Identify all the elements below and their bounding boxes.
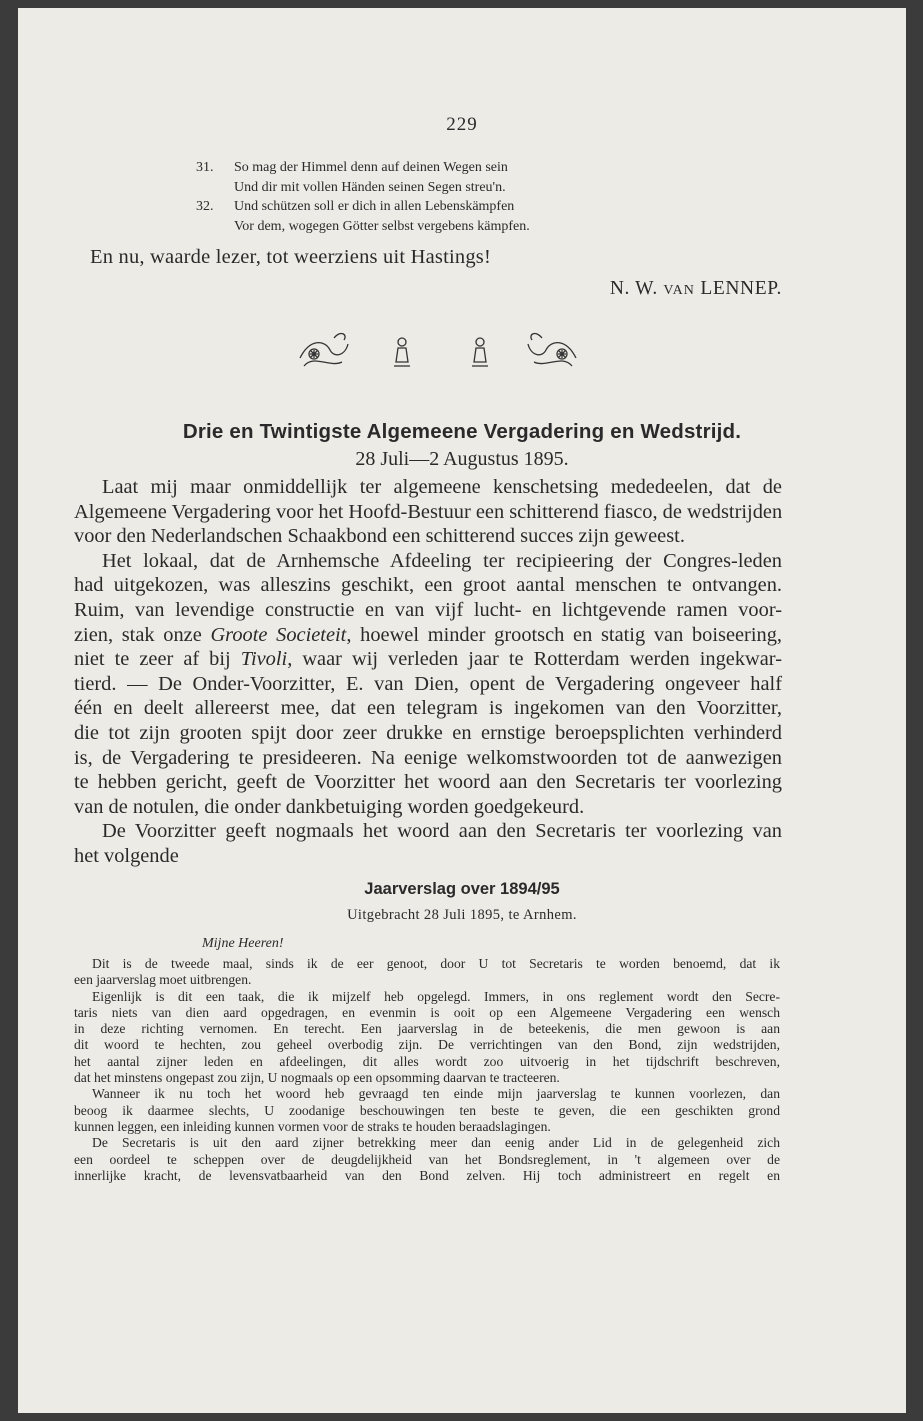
text-line: tierd. — De Onder-Voorzitter, E. van Dien, opent de Vergadering ongeveer half	[74, 672, 782, 695]
chess-pawn-icon	[394, 338, 410, 366]
text-line: van de notulen, die onder dankbetuiging worden goedgekeurd.	[74, 795, 585, 818]
text-line: Ruim, van levendige constructie en van vijf lucht- en lichtgevende ramen voor-	[74, 598, 782, 621]
text-line: het aantal zijner leden en afdeelingen, dit alles wordt zoo uitvoerig in het tijdschrift beschreven,	[74, 1053, 780, 1069]
author-signature	[610, 278, 782, 300]
text-line: zien, stak onze Groote Societeit, hoewel minder grootsch en statig van boiseering,	[74, 623, 782, 646]
right-flourish-icon	[528, 334, 576, 366]
text-line: Wanneer ik nu toch het woord heb gevraagd ten einde mijn jaarverslag te kunnen voorlezen, dan	[92, 1086, 780, 1102]
text-line: een jaarverslag moet uitbrengen.	[74, 972, 252, 988]
text-line: dit woord te hechten, zou geheel overbodig zijn. De verrichtingen van den Bond, zijn wedstrijden,	[74, 1037, 780, 1053]
left-flourish-icon	[300, 334, 348, 366]
poem-block	[196, 158, 656, 236]
signature-prefix: VAN	[663, 283, 695, 298]
text-line: Laat mij maar onmiddellijk ter algemeene kenschetsing mededeelen, dat de	[102, 476, 782, 498]
text-line: innerlijke kracht, de levensvatbaarheid van den Bond zelven. Hij toch administreert en regelt en	[74, 1167, 780, 1183]
chess-ornament	[290, 328, 586, 374]
text-line: Het lokaal, dat de Arnhemsche Afdeeling ter recipieering der Congres-leden	[102, 549, 782, 572]
section-title: Drie en Twintigste Algemeene Vergadering en Wedstrijd.	[182, 420, 742, 443]
verse-text: Und schützen soll er dich in allen Lebenskämpfen	[234, 199, 515, 215]
verse-text: So mag der Himmel denn auf deinen Wegen sein	[234, 160, 508, 175]
report-text	[74, 956, 780, 1184]
text-line: het volgende	[74, 844, 179, 867]
chess-pawn-icon	[472, 338, 488, 366]
text-line: dat het minstens ongepast zou zijn, U nogmaals op een opsomming daarvan te tracteeren.	[74, 1070, 560, 1086]
signature-surname: LENNEP.	[700, 278, 782, 299]
text-line: niet te zeer af bij Tivoli, waar wij verleden jaar te Rotterdam werden ingekwar-	[74, 648, 782, 671]
text-line: is, de Vergadering te presideeren. Na eenige welkomstwoorden tot de aanwezigen	[74, 746, 782, 769]
text-line: kunnen leggen, een inleiding kunnen vormen voor de straks te houden beraadslagingen.	[74, 1118, 551, 1134]
text-line: Algemeene Vergadering voor het Hoofd-Bestuur een schitterend fiasco, de wedstrijden	[74, 500, 783, 523]
book-page	[18, 8, 906, 1413]
text-line: één en deelt allereerst mee, dat een telegram is ingekomen van den Voorzitter,	[74, 697, 782, 720]
text-line: die tot zijn grooten spijt door zeer drukke en ernstige beroepsplichten verhinderd	[74, 721, 782, 744]
text-line: beoog ik daarmee slechts, U zoodanige beschouwingen ten beste te geven, die een geschikten grond	[74, 1102, 780, 1118]
text-line: een oordeel te scheppen over de deugdelijkheid van het Bondsreglement, in 't algemeen over de	[74, 1151, 780, 1167]
poem-line	[196, 178, 656, 198]
report-subtitle: Uitgebracht 28 Juli 1895, te Arnhem.	[347, 907, 577, 923]
verse-text: Und dir mit vollen Händen seinen Segen streu'n.	[234, 179, 506, 195]
text-line: voor den Nederlandschen Schaakbond een schitterend succes zijn geweest.	[74, 525, 685, 548]
section-dateline: 28 Juli—2 Augustus 1895.	[355, 448, 569, 470]
text-line: in deze richting vernomen. En terecht. Een jaarverslag in de beteekenis, die men gewoon is aan	[74, 1021, 780, 1037]
text-line: Eigenlijk is dit een taak, die ik mijzelf heb opgelegd. Immers, in ons reglement wordt den Secre-	[92, 988, 780, 1004]
poem-line	[196, 217, 656, 237]
text-line: Dit is de tweede maal, sinds ik de eer genoot, door U tot Secretaris te worden benoemd, dat ik	[92, 956, 780, 971]
text-line: te hebben gericht, geeft de Voorzitter het woord aan den Secretaris ter voorlezing	[74, 771, 782, 794]
poem-line	[196, 197, 656, 217]
page-number: 229	[446, 114, 478, 135]
verse-text: Vor dem, wogegen Götter selbst vergebens kämpfen.	[234, 218, 530, 234]
text-line: taris niets van dien aard opgedragen, en evenmin is ooit op een Algemeene Vergadering een wensch	[74, 1004, 780, 1020]
poem-line	[196, 158, 656, 178]
closing-line: En nu, waarde lezer, tot weerziens uit Hastings!	[90, 246, 491, 268]
text-line: had uitgekozen, was alleszins geschikt, een groot aantal menschen te ontvangen.	[74, 574, 782, 597]
signature-initials: N. W.	[609, 278, 658, 299]
text-line: De Secretaris is uit den aard zijner betrekking meer dan eenig ander Lid in de gelegenheid zich	[92, 1135, 780, 1151]
verse-number: 31.	[196, 160, 214, 175]
salutation: Mijne Heeren!	[202, 936, 284, 951]
text-line: De Voorzitter geeft nogmaals het woord aan den Secretaris ter voorlezing van	[102, 820, 782, 843]
verse-number: 32.	[196, 199, 214, 215]
report-title: Jaarverslag over 1894/95	[364, 880, 560, 898]
body-text	[74, 475, 782, 869]
